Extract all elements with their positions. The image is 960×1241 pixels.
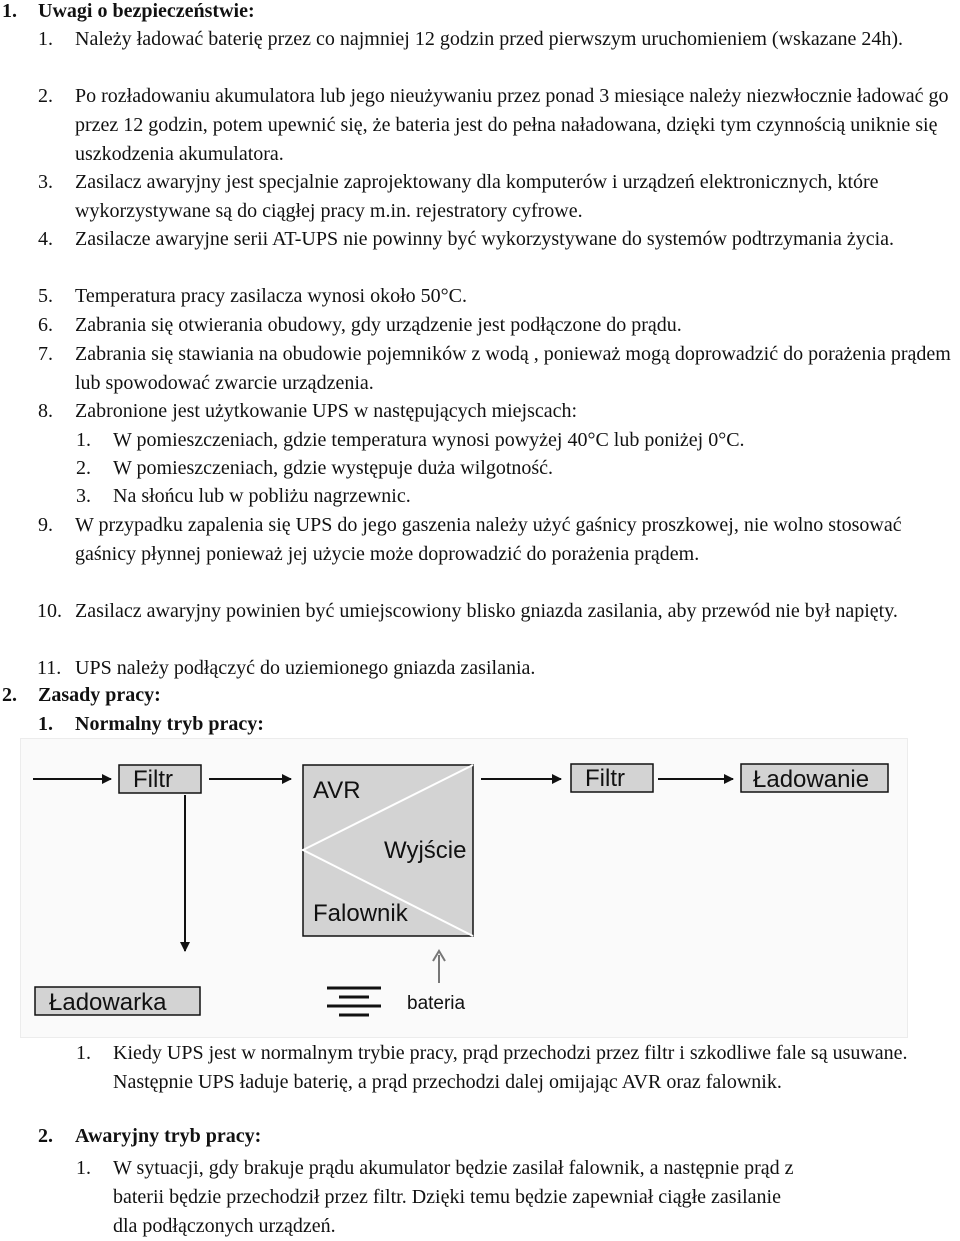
subsection-number: 2.	[38, 1125, 53, 1147]
safety-item-2	[38, 82, 960, 169]
normal-mode-item-1	[76, 1039, 960, 1097]
bateria-label: bateria	[407, 993, 466, 1014]
item-number: 3.	[38, 171, 53, 193]
item-number: 6.	[38, 314, 53, 336]
ladowarka-label: Ładowarka	[49, 989, 167, 1016]
item-text: W przypadku zapalenia się UPS do jego gaszenia należy użyć gaśnicy proszkowej, nie wolno stosować gaśnicy płynnej ponieważ jej użycie może doprowadzić do porażenia prądem.	[75, 514, 902, 565]
item-number: 4.	[38, 228, 53, 250]
item-text: Po rozładowaniu akumulatora lub jego nieużywaniu przez ponad 3 miesiące należy niezwłocznie ładować go przez 12 godzin, potem upewnić się, że bateria jest do pełna naładowana, dzięki tym czynnością uniknie się uszkodzenia akumulatora.	[75, 85, 949, 165]
item-text: Zasilacz awaryjny jest specjalnie zaprojektowany dla komputerów i urządzeń elektronicznych, które wykorzystywane są do ciągłej pracy m.in. rejestratory cyfrowe.	[75, 171, 879, 222]
item-number: 8.	[38, 400, 53, 422]
item-number: 5.	[38, 285, 53, 307]
subsection-title: Normalny tryb pracy:	[75, 713, 264, 735]
item-text-line-2: baterii będzie przechodził przez filtr. Dzięki temu będzie zapewniał ciągłe zasilanie	[113, 1186, 781, 1208]
item-number: 2.	[76, 457, 91, 479]
emergency-mode-item-1	[76, 1154, 960, 1241]
item-number: 7.	[38, 343, 53, 365]
subsection-number: 1.	[38, 713, 53, 735]
item-text-line-3: dla podłączonych urządzeń.	[113, 1215, 336, 1237]
safety-item-8-sub-1	[76, 426, 960, 455]
safety-item-5	[38, 282, 960, 311]
item-number: 2.	[38, 85, 53, 107]
section-title: Zasady pracy:	[38, 684, 161, 706]
section-title: Uwagi o bezpieczeństwie:	[38, 0, 255, 22]
subsection-heading-emergency-mode	[38, 1125, 261, 1148]
item-text: Zasilacz awaryjny powinien być umiejscowiony blisko gniazda zasilania, aby przewód nie był napięty.	[75, 600, 898, 622]
safety-item-9	[38, 511, 960, 569]
item-number: 1.	[76, 1042, 91, 1064]
safety-item-8-sub-2	[76, 454, 960, 483]
item-text: Zabrania się stawiania na obudowie pojemników z wodą , ponieważ mogą doprowadzić do porażenia prądem lub spowodować zwarcie urządzenia.	[75, 343, 951, 394]
safety-item-10	[38, 597, 960, 626]
item-text: Należy ładować baterię przez co najmniej 12 godzin przed pierwszym uruchomieniem (wskazane 24h).	[75, 28, 903, 50]
section-heading-operation	[2, 684, 161, 707]
subsection-heading-normal-mode	[38, 713, 264, 736]
item-number: 1.	[76, 429, 91, 451]
item-number: 1.	[76, 1157, 91, 1179]
falownik-label: Falownik	[313, 900, 408, 927]
item-text: W pomieszczeniach, gdzie występuje duża wilgotność.	[113, 457, 554, 479]
section-number: 1.	[2, 0, 17, 22]
item-text: Zabronione jest użytkowanie UPS w następujących miejscach:	[75, 400, 578, 422]
safety-item-7	[38, 340, 960, 398]
item-text: Zabrania się otwierania obudowy, gdy urządzenie jest podłączone do prądu.	[75, 314, 682, 336]
safety-item-1	[38, 25, 960, 54]
item-number: 1.	[38, 28, 53, 50]
battery-symbol-icon	[327, 988, 381, 1015]
item-text: Na słońcu lub w pobliżu nagrzewnic.	[113, 485, 411, 507]
item-number: 11.	[37, 657, 62, 679]
item-number: 9.	[38, 514, 53, 536]
ups-flow-diagram	[20, 738, 908, 1038]
filtr-output-label: Filtr	[585, 765, 625, 792]
safety-item-8-sub-3	[76, 482, 960, 511]
safety-item-6	[38, 311, 960, 340]
item-text: W pomieszczeniach, gdzie temperatura wynosi powyżej 40°C lub poniżej 0°C.	[113, 429, 745, 451]
safety-item-3	[38, 168, 960, 226]
section-number: 2.	[2, 684, 17, 706]
safety-item-11	[38, 654, 960, 683]
item-text: Temperatura pracy zasilacza wynosi około 50°C.	[75, 285, 468, 307]
safety-item-8	[38, 397, 960, 426]
section-heading-safety	[2, 0, 255, 23]
item-text: Zasilacze awaryjne serii AT-UPS nie powinny być wykorzystywane do systemów podtrzymania życia.	[75, 228, 895, 250]
item-number: 10.	[37, 600, 62, 622]
avr-label: AVR	[313, 777, 361, 804]
ups-flow-svg	[21, 739, 907, 1037]
item-text: UPS należy podłączyć do uziemionego gniazda zasilania.	[75, 657, 536, 679]
ladowanie-label: Ładowanie	[753, 766, 870, 793]
item-text-line-1: W sytuacji, gdy brakuje prądu akumulator będzie zasilał falownik, a następnie prąd z	[113, 1157, 794, 1179]
safety-item-4	[38, 225, 960, 254]
filtr-input-label: Filtr	[133, 766, 173, 793]
item-text: Kiedy UPS jest w normalnym trybie pracy, prąd przechodzi przez filtr i szkodliwe fale są usuwane. Następnie UPS ładuje baterię, a prąd przechodzi dalej omijając AVR oraz falownik.	[113, 1042, 908, 1093]
wyjscie-label: Wyjście	[384, 837, 467, 864]
subsection-title: Awaryjny tryb pracy:	[75, 1125, 262, 1147]
item-number: 3.	[76, 485, 91, 507]
